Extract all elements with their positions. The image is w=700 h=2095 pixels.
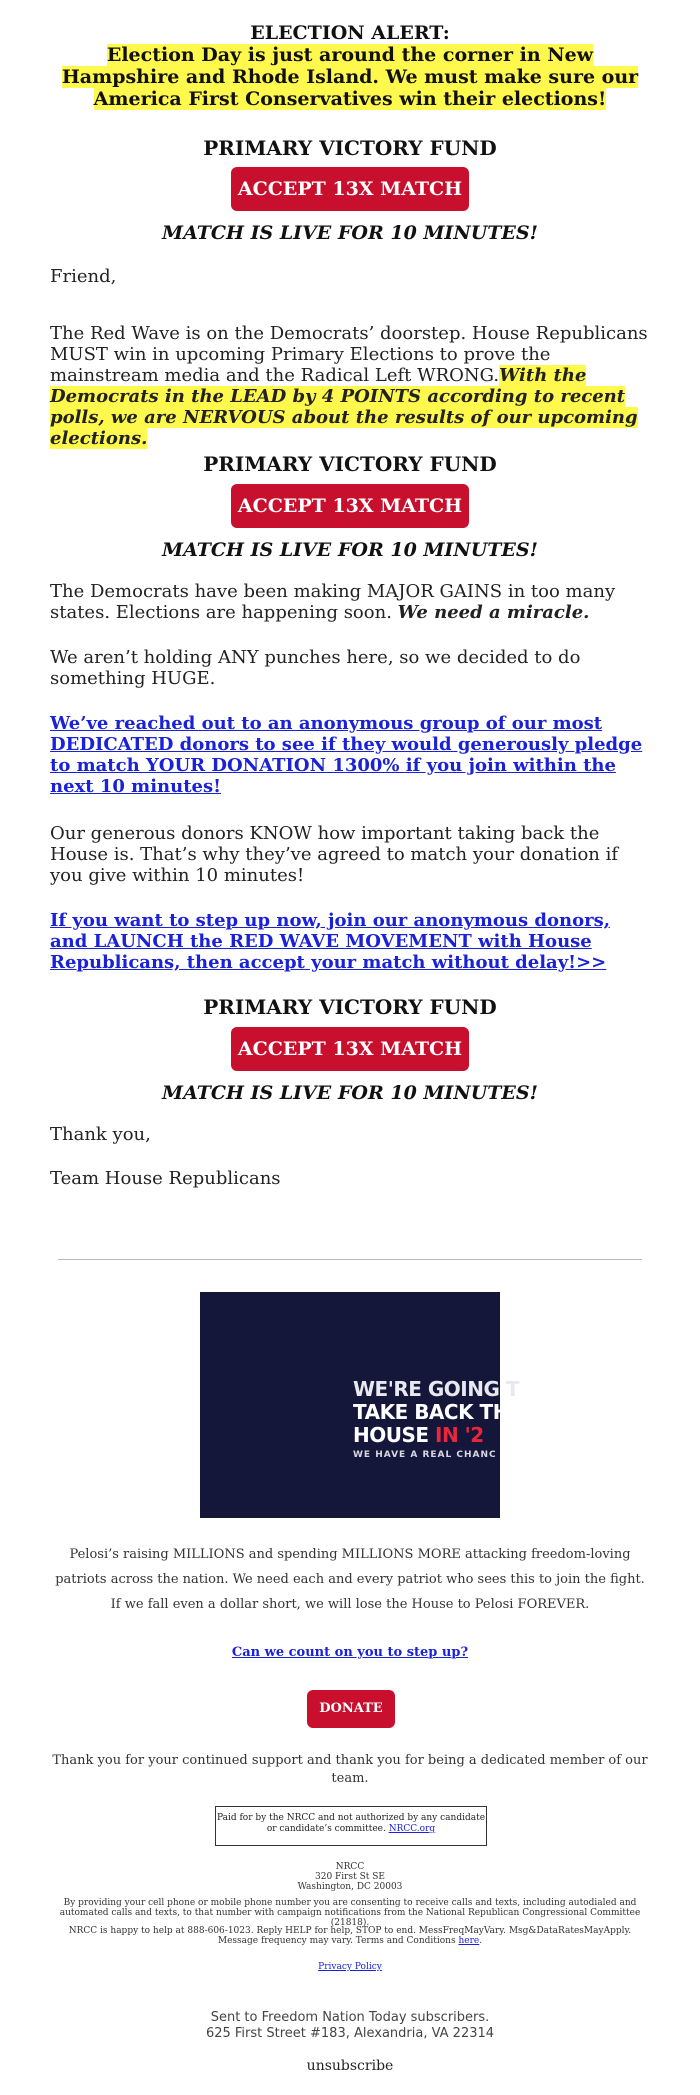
accept-match-button-2[interactable]: ACCEPT 13X MATCH — [231, 484, 469, 528]
pelosi-paragraph: Pelosi’s raising MILLIONS and spending MILLIONS MORE attacking freedom-loving patriots across the nation. We need each and every patriot who sees this to join the fight. If we fall even a dollar short, we will lose the House to Pelosi FOREVER. — [55, 1547, 645, 1612]
election-alert — [50, 22, 650, 110]
paragraph-generous-donors: Our generous donors KNOW how important taking back the House is. That’s why they’ve agreed to match your donation if you give within 10 minutes! — [50, 823, 619, 886]
privacy-policy-link[interactable]: Privacy Policy — [318, 1962, 382, 1972]
fund-header-1: PRIMARY VICTORY FUND — [203, 136, 497, 160]
paragraph-major-gains-plain: The Democrats have been making MAJOR GAINS in too many states. Elections are happening soon. — [50, 581, 616, 623]
help-text: NRCC is happy to help at 888-606-1023. Reply HELP for help, STOP to end. MessFreqMayVary. Msg&DataRatesMayApply. Message frequency may vary. Terms and Conditions — [68, 1926, 632, 1946]
paragraph-red-wave — [50, 323, 650, 449]
nrcc-link[interactable]: NRCC.org — [388, 1824, 436, 1834]
address-city: Washington, DC 20003 — [297, 1882, 403, 1892]
take-back-house-banner[interactable] — [200, 1292, 519, 1518]
terms-here-link[interactable]: here — [458, 1936, 480, 1946]
paragraph-red-wave-plain: The Red Wave is on the Democrats’ doorstep. House Republicans MUST win in upcoming Primary Elections to prove the mainstream media and the Radical Left WRONG. — [50, 323, 648, 386]
alert-title: ELECTION ALERT: — [250, 22, 450, 44]
banner-line-4: WE HAVE A REAL CHANC — [353, 1450, 497, 1460]
red-wave-link-block — [50, 910, 650, 973]
banner-line-1: WE'RE GOING T — [353, 1377, 519, 1401]
greeting: Friend, — [50, 266, 117, 287]
thank-support-text: Thank you for your continued support and thank you for being a dedicated member of our team. — [52, 1753, 648, 1786]
signature: Team House Republicans — [50, 1168, 281, 1189]
paid-for-box — [215, 1806, 487, 1846]
closing-thanks: Thank you, — [50, 1124, 151, 1145]
paragraph-red-wave-emphasis: With the Democrats in the LEAD by 4 POINTS according to recent polls, we are NERVOUS about the results of our upcoming elections. — [50, 365, 638, 449]
paragraph-major-gains — [50, 581, 650, 623]
count-on-you-link[interactable]: Can we count on you to step up? — [231, 1645, 469, 1660]
accept-match-button-1[interactable]: ACCEPT 13X MATCH — [231, 167, 469, 211]
help-text-block — [50, 1926, 650, 1946]
alert-highlight: Election Day is just around the corner in New Hampshire and Rhode Island. We must make sure our America First Conservatives win their elections! — [61, 44, 639, 110]
banner-line-3 — [353, 1423, 484, 1447]
match-live-text-2: MATCH IS LIVE FOR 10 MINUTES! — [162, 539, 538, 561]
address-street: 320 First St SE — [315, 1872, 385, 1882]
paragraph-major-gains-emphasis: We need a miracle. — [397, 602, 590, 623]
banner-line-3-red: IN '2 — [435, 1423, 484, 1447]
unsubscribe-link[interactable]: unsubscribe — [306, 2058, 394, 2074]
accept-match-button-3[interactable]: ACCEPT 13X MATCH — [231, 1027, 469, 1071]
match-live-text-1: MATCH IS LIVE FOR 10 MINUTES! — [162, 222, 538, 244]
footer-address: 625 First Street #183, Alexandria, VA 22314 — [205, 2026, 495, 2041]
help-text-end: . — [479, 1936, 483, 1946]
consent-text: By providing your cell phone or mobile phone number you are consenting to receive calls and texts, including autodialed and automated calls and texts, to that number with campaign notifications from the National Republican Congressional Committee (21818). — [59, 1898, 641, 1928]
privacy-block — [50, 1962, 650, 1972]
match-live-text-3: MATCH IS LIVE FOR 10 MINUTES! — [162, 1082, 538, 1104]
donors-pledge-link[interactable]: We’ve reached out to an anonymous group of our most DEDICATED donors to see if they would generously pledge to match YOUR DONATION 1300% if you join within the next 10 minutes! — [50, 713, 643, 797]
footer-sent: Sent to Freedom Nation Today subscribers. — [210, 2010, 490, 2025]
paid-for-text: Paid for by the NRCC and not authorized by any candidate or candidate’s committee. — [216, 1813, 486, 1834]
banner-line-2: TAKE BACK TH — [353, 1400, 509, 1424]
banner-line-3-white: HOUSE — [353, 1423, 436, 1447]
address-org: NRCC — [335, 1862, 365, 1872]
donate-button[interactable]: DONATE — [307, 1690, 395, 1728]
donors-pledge-link-block — [50, 713, 650, 797]
red-wave-movement-link[interactable]: If you want to step up now, join our anonymous donors, and LAUNCH the RED WAVE MOVEMENT with House Republicans, then accept your match without delay!>> — [50, 910, 610, 973]
nrcc-address — [50, 1862, 650, 1892]
paragraph-something-huge: We aren’t holding ANY punches here, so we decided to do something HUGE. — [50, 647, 581, 689]
fund-header-2: PRIMARY VICTORY FUND — [203, 452, 497, 476]
divider — [58, 1259, 642, 1260]
fund-header-3: PRIMARY VICTORY FUND — [203, 995, 497, 1019]
